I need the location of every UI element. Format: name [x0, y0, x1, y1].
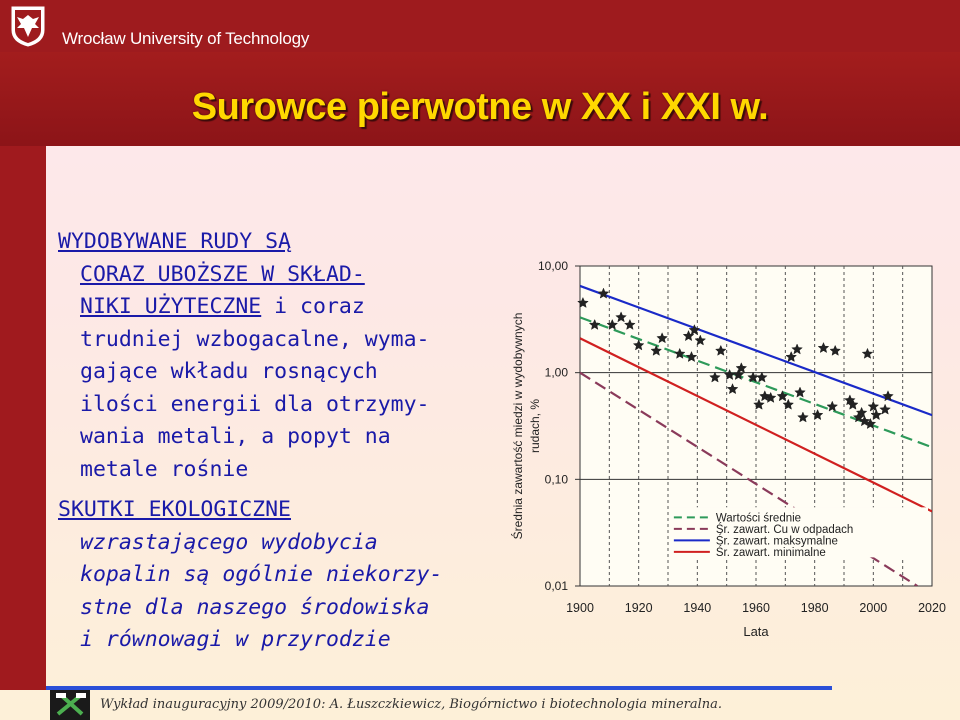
legend-label: Śr. zawart. Cu w odpadach	[715, 523, 854, 536]
bullet2-line: kopalin są ogólnie niekorzy-	[80, 562, 443, 587]
bullet1-line: CORAZ UBOŻSZE W SKŁAD-	[80, 261, 365, 287]
bullet2-line: i równowagi w przyrodzie	[80, 627, 391, 652]
y-tick-label: 0,10	[544, 472, 568, 487]
bullet1-line: WYDOBYWANE RUDY SĄ	[58, 229, 291, 254]
bullet1-emph: NIKI UŻYTECZNE	[80, 294, 262, 319]
bullet1-line: wania metali, a popyt na	[80, 424, 391, 449]
copper-grade-chart	[496, 250, 956, 650]
y-tick-label: 10,00	[537, 259, 568, 273]
bullet1-line: gające wkładu rosnących	[80, 359, 378, 384]
bullet2-line: stne dla naszego środowiska	[80, 594, 430, 620]
y-tick-label: 0,01	[544, 579, 568, 593]
bullet1-line	[58, 291, 488, 324]
university-name: Wrocław University of Technology	[62, 29, 310, 48]
bullet1-line: trudniej wzbogacalne, wyma-	[80, 326, 430, 352]
y-axis-label: Średnia zawartość miedzi w wydobywnych rudach, %	[511, 312, 542, 540]
mining-hammers-icon	[50, 690, 90, 720]
footer-text: Wykład inauguracyjny 2009/2010: A. Łuszczkiewicz, Biogórnictwo i biotechnologia mineralna.	[100, 697, 723, 712]
text-content	[58, 226, 488, 657]
x-tick-label: 1980	[800, 601, 829, 615]
left-decor-strip	[0, 146, 46, 690]
eagle-crest-icon	[8, 4, 48, 48]
bullet1-line: metale rośnie	[80, 456, 249, 482]
university-header-bar	[0, 0, 960, 52]
bullet2-line: wzrastającego wydobycia	[80, 529, 378, 555]
legend-label: Śr. zawart. maksymalne	[715, 535, 838, 548]
x-tick-label: 2000	[859, 601, 888, 615]
slide-title: Surowce pierwotne w XX i XXI w.	[191, 86, 769, 128]
legend-label: Wartości średnie	[715, 512, 802, 525]
x-axis-label: Lata	[743, 624, 769, 639]
x-tick-label: 2020	[918, 601, 946, 615]
x-tick-label: 1920	[624, 601, 653, 615]
x-tick-label: 1960	[742, 601, 770, 615]
y-tick-label: 1,00	[544, 365, 568, 380]
bullet1-line: ilości energii dla otrzymy-	[80, 391, 430, 417]
legend-label: Śr. zawart. minimalne	[715, 546, 826, 559]
x-tick-label: 1940	[683, 601, 712, 615]
bullet1-rest: i coraz	[261, 294, 365, 319]
x-tick-label: 1900	[566, 601, 594, 615]
bullet2-heading: SKUTKI EKOLOGICZNE	[58, 497, 291, 522]
footer-rule	[46, 686, 832, 690]
